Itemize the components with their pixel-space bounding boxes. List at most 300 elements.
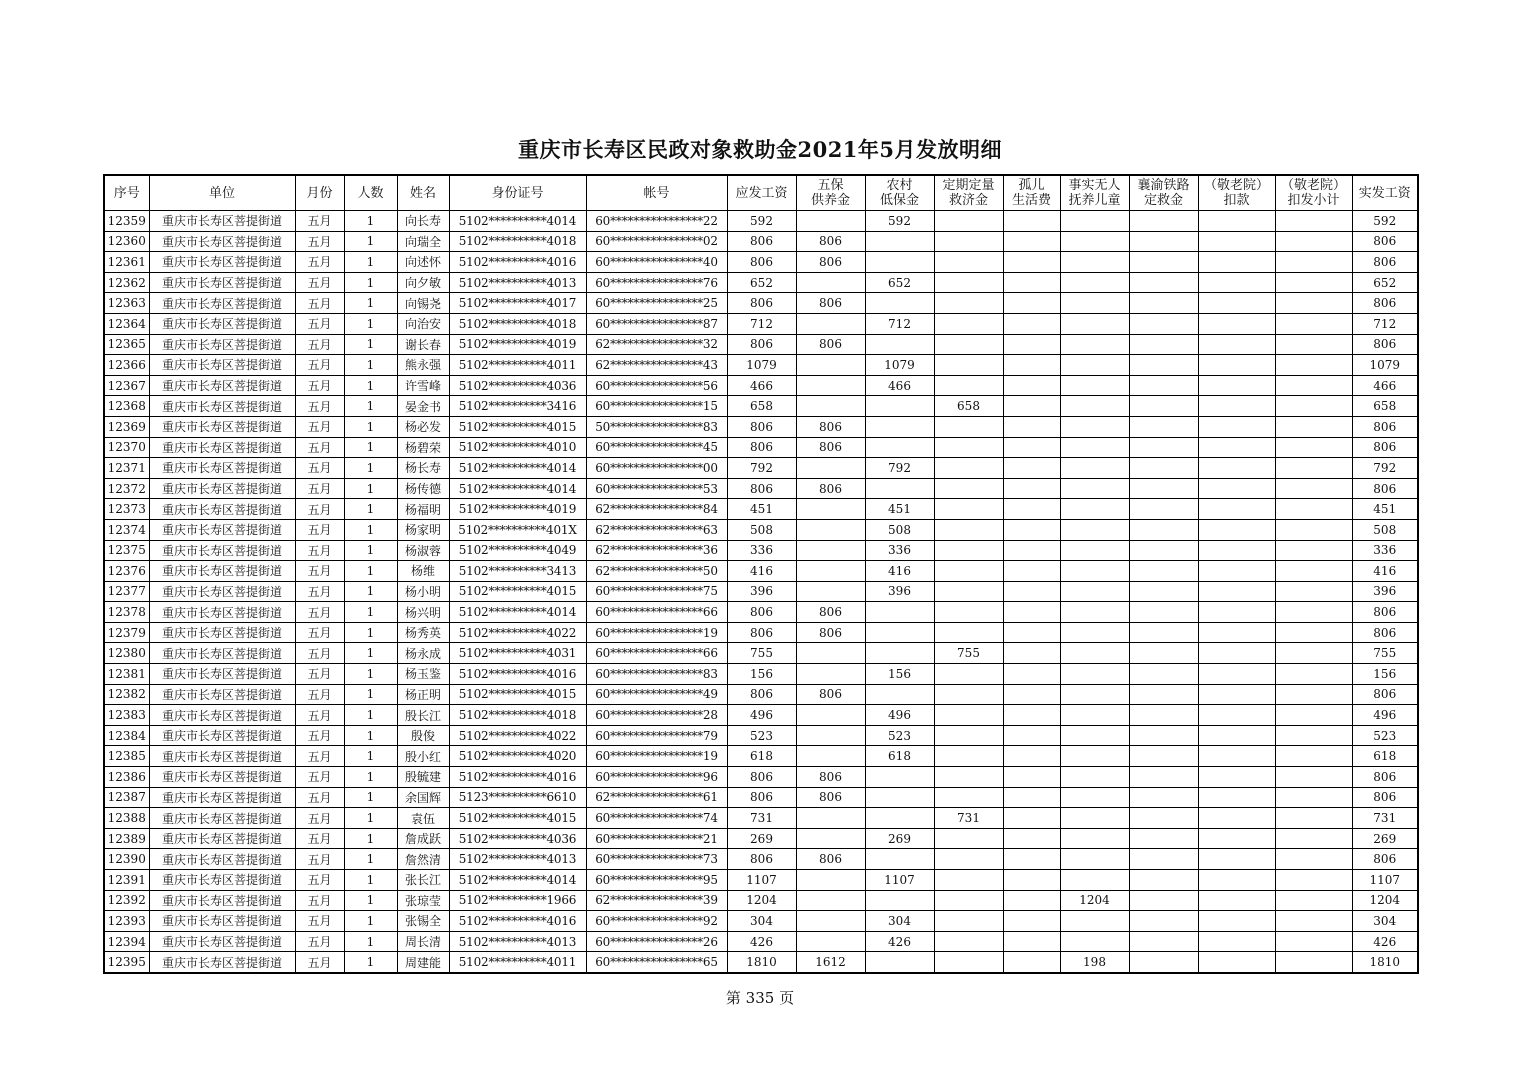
cell-col-count: 1: [344, 870, 397, 891]
cell-col-net-pay: 806: [1352, 478, 1418, 499]
cell-col-nursing-subtotal: [1275, 458, 1352, 479]
cell-col-unattended-child: [1060, 911, 1129, 932]
cell-col-unit: 重庆市长寿区菩提街道: [149, 396, 295, 417]
cell-col-fixed-relief: [934, 519, 1003, 540]
cell-col-five-guarantee: 806: [796, 767, 865, 788]
cell-col-unattended-child: [1060, 705, 1129, 726]
cell-col-unit: 重庆市长寿区菩提街道: [149, 437, 295, 458]
cell-col-id-number: 5102**********4015: [449, 581, 586, 602]
cell-col-unit: 重庆市长寿区菩提街道: [149, 870, 295, 891]
header-col-name: 姓名: [397, 175, 449, 211]
cell-col-orphan-living: [1003, 396, 1060, 417]
cell-col-net-pay: 336: [1352, 540, 1418, 561]
header-col-fixed-relief: 定期定量 救济金: [934, 175, 1003, 211]
cell-col-orphan-living: [1003, 746, 1060, 767]
cell-col-payable: 269: [727, 828, 796, 849]
cell-col-orphan-living: [1003, 499, 1060, 520]
cell-col-month: 五月: [295, 211, 344, 232]
cell-col-net-pay: 806: [1352, 252, 1418, 273]
cell-col-fixed-relief: [934, 540, 1003, 561]
cell-col-fixed-relief: [934, 499, 1003, 520]
cell-col-seq: 12384: [104, 725, 149, 746]
cell-col-month: 五月: [295, 396, 344, 417]
cell-col-five-guarantee: 806: [796, 684, 865, 705]
cell-col-nursing-subtotal: [1275, 375, 1352, 396]
cell-col-net-pay: 592: [1352, 211, 1418, 232]
cell-col-name: 杨永成: [397, 643, 449, 664]
cell-col-railway-relief: [1129, 334, 1198, 355]
cell-col-account: 60****************22: [586, 211, 727, 232]
cell-col-month: 五月: [295, 746, 344, 767]
cell-col-account: 62****************36: [586, 540, 727, 561]
cell-col-railway-relief: [1129, 458, 1198, 479]
cell-col-railway-relief: [1129, 519, 1198, 540]
cell-col-account: 60****************96: [586, 767, 727, 788]
cell-col-id-number: 5102**********401X: [449, 519, 586, 540]
cell-col-railway-relief: [1129, 540, 1198, 561]
cell-col-nursing-deduction: [1198, 499, 1275, 520]
cell-col-nursing-deduction: [1198, 931, 1275, 952]
cell-col-orphan-living: [1003, 705, 1060, 726]
cell-col-unattended-child: [1060, 313, 1129, 334]
cell-col-account: 60****************92: [586, 911, 727, 932]
header-col-payable: 应发工资: [727, 175, 796, 211]
cell-col-five-guarantee: 806: [796, 787, 865, 808]
cell-col-seq: 12369: [104, 416, 149, 437]
cell-col-month: 五月: [295, 787, 344, 808]
table-row: [104, 416, 1418, 437]
cell-col-nursing-subtotal: [1275, 355, 1352, 376]
cell-col-nursing-subtotal: [1275, 808, 1352, 829]
cell-col-orphan-living: [1003, 375, 1060, 396]
cell-col-seq: 12368: [104, 396, 149, 417]
cell-col-id-number: 5102**********4016: [449, 664, 586, 685]
cell-col-net-pay: 1810: [1352, 952, 1418, 973]
cell-col-fixed-relief: [934, 334, 1003, 355]
cell-col-rural-min-living: [865, 952, 934, 973]
cell-col-id-number: 5102**********4016: [449, 767, 586, 788]
cell-col-net-pay: 806: [1352, 416, 1418, 437]
cell-col-nursing-subtotal: [1275, 561, 1352, 582]
cell-col-account: 60****************49: [586, 684, 727, 705]
cell-col-unattended-child: 1204: [1060, 890, 1129, 911]
cell-col-five-guarantee: [796, 211, 865, 232]
cell-col-payable: 806: [727, 684, 796, 705]
cell-col-payable: 806: [727, 478, 796, 499]
cell-col-account: 60****************56: [586, 375, 727, 396]
cell-col-month: 五月: [295, 293, 344, 314]
cell-col-orphan-living: [1003, 272, 1060, 293]
header-col-count: 人数: [344, 175, 397, 211]
cell-col-payable: 508: [727, 519, 796, 540]
cell-col-fixed-relief: [934, 664, 1003, 685]
cell-col-unattended-child: [1060, 211, 1129, 232]
cell-col-seq: 12388: [104, 808, 149, 829]
cell-col-unattended-child: [1060, 458, 1129, 479]
cell-col-five-guarantee: 806: [796, 849, 865, 870]
cell-col-count: 1: [344, 211, 397, 232]
cell-col-unit: 重庆市长寿区菩提街道: [149, 643, 295, 664]
cell-col-unattended-child: [1060, 355, 1129, 376]
table-row: [104, 272, 1418, 293]
cell-col-seq: 12371: [104, 458, 149, 479]
cell-col-nursing-deduction: [1198, 313, 1275, 334]
cell-col-id-number: 5102**********4019: [449, 499, 586, 520]
cell-col-month: 五月: [295, 334, 344, 355]
cell-col-five-guarantee: [796, 313, 865, 334]
table-row: [104, 870, 1418, 891]
cell-col-id-number: 5102**********4010: [449, 437, 586, 458]
cell-col-nursing-deduction: [1198, 519, 1275, 540]
cell-col-name: 谢长春: [397, 334, 449, 355]
cell-col-id-number: 5102**********4018: [449, 313, 586, 334]
cell-col-count: 1: [344, 643, 397, 664]
cell-col-orphan-living: [1003, 334, 1060, 355]
cell-col-unit: 重庆市长寿区菩提街道: [149, 828, 295, 849]
cell-col-orphan-living: [1003, 828, 1060, 849]
cell-col-month: 五月: [295, 355, 344, 376]
cell-col-railway-relief: [1129, 293, 1198, 314]
cell-col-nursing-deduction: [1198, 890, 1275, 911]
cell-col-rural-min-living: 466: [865, 375, 934, 396]
cell-col-rural-min-living: 1079: [865, 355, 934, 376]
cell-col-railway-relief: [1129, 725, 1198, 746]
cell-col-unattended-child: 198: [1060, 952, 1129, 973]
cell-col-account: 60****************73: [586, 849, 727, 870]
cell-col-seq: 12377: [104, 581, 149, 602]
cell-col-net-pay: 1204: [1352, 890, 1418, 911]
cell-col-nursing-deduction: [1198, 581, 1275, 602]
cell-col-unit: 重庆市长寿区菩提街道: [149, 664, 295, 685]
cell-col-payable: 396: [727, 581, 796, 602]
cell-col-orphan-living: [1003, 211, 1060, 232]
table-row: [104, 828, 1418, 849]
cell-col-net-pay: 1107: [1352, 870, 1418, 891]
cell-col-id-number: 5102**********4018: [449, 231, 586, 252]
cell-col-seq: 12386: [104, 767, 149, 788]
cell-col-unattended-child: [1060, 540, 1129, 561]
cell-col-rural-min-living: 304: [865, 911, 934, 932]
cell-col-rural-min-living: [865, 787, 934, 808]
cell-col-month: 五月: [295, 725, 344, 746]
cell-col-nursing-deduction: [1198, 416, 1275, 437]
cell-col-rural-min-living: [865, 478, 934, 499]
cell-col-account: 60****************95: [586, 870, 727, 891]
cell-col-unattended-child: [1060, 478, 1129, 499]
cell-col-month: 五月: [295, 808, 344, 829]
cell-col-payable: 1107: [727, 870, 796, 891]
cell-col-railway-relief: [1129, 416, 1198, 437]
cell-col-nursing-deduction: [1198, 787, 1275, 808]
cell-col-fixed-relief: [934, 952, 1003, 973]
cell-col-nursing-subtotal: [1275, 211, 1352, 232]
cell-col-railway-relief: [1129, 664, 1198, 685]
cell-col-unit: 重庆市长寿区菩提街道: [149, 458, 295, 479]
table-row: [104, 622, 1418, 643]
cell-col-rural-min-living: [865, 416, 934, 437]
cell-col-unit: 重庆市长寿区菩提街道: [149, 767, 295, 788]
cell-col-nursing-subtotal: [1275, 231, 1352, 252]
cell-col-unattended-child: [1060, 746, 1129, 767]
table-row: [104, 725, 1418, 746]
cell-col-unattended-child: [1060, 396, 1129, 417]
cell-col-rural-min-living: [865, 767, 934, 788]
cell-col-railway-relief: [1129, 767, 1198, 788]
cell-col-fixed-relief: [934, 890, 1003, 911]
cell-col-nursing-deduction: [1198, 725, 1275, 746]
cell-col-nursing-deduction: [1198, 684, 1275, 705]
cell-col-nursing-subtotal: [1275, 767, 1352, 788]
cell-col-count: 1: [344, 622, 397, 643]
cell-col-id-number: 5102**********4015: [449, 684, 586, 705]
cell-col-account: 60****************83: [586, 664, 727, 685]
cell-col-account: 62****************50: [586, 561, 727, 582]
cell-col-payable: 806: [727, 787, 796, 808]
cell-col-count: 1: [344, 581, 397, 602]
cell-col-orphan-living: [1003, 952, 1060, 973]
cell-col-net-pay: 712: [1352, 313, 1418, 334]
cell-col-unit: 重庆市长寿区菩提街道: [149, 581, 295, 602]
cell-col-nursing-deduction: [1198, 849, 1275, 870]
cell-col-net-pay: 806: [1352, 684, 1418, 705]
cell-col-name: 张琼莹: [397, 890, 449, 911]
cell-col-name: 向治安: [397, 313, 449, 334]
cell-col-unit: 重庆市长寿区菩提街道: [149, 355, 295, 376]
cell-col-account: 60****************21: [586, 828, 727, 849]
cell-col-name: 周建能: [397, 952, 449, 973]
cell-col-rural-min-living: 523: [865, 725, 934, 746]
cell-col-unit: 重庆市长寿区菩提街道: [149, 911, 295, 932]
table-row: [104, 664, 1418, 685]
cell-col-rural-min-living: 269: [865, 828, 934, 849]
cell-col-account: 60****************15: [586, 396, 727, 417]
cell-col-orphan-living: [1003, 808, 1060, 829]
cell-col-count: 1: [344, 767, 397, 788]
cell-col-nursing-subtotal: [1275, 437, 1352, 458]
cell-col-name: 詹成跃: [397, 828, 449, 849]
cell-col-five-guarantee: [796, 911, 865, 932]
cell-col-count: 1: [344, 478, 397, 499]
cell-col-payable: 806: [727, 602, 796, 623]
cell-col-rural-min-living: [865, 890, 934, 911]
cell-col-railway-relief: [1129, 643, 1198, 664]
cell-col-unattended-child: [1060, 725, 1129, 746]
cell-col-id-number: 5102**********4018: [449, 705, 586, 726]
cell-col-payable: 806: [727, 622, 796, 643]
cell-col-account: 60****************26: [586, 931, 727, 952]
cell-col-account: 62****************63: [586, 519, 727, 540]
cell-col-count: 1: [344, 231, 397, 252]
cell-col-nursing-subtotal: [1275, 787, 1352, 808]
cell-col-five-guarantee: [796, 355, 865, 376]
cell-col-five-guarantee: [796, 272, 865, 293]
cell-col-payable: 806: [727, 293, 796, 314]
cell-col-net-pay: 304: [1352, 911, 1418, 932]
cell-col-name: 杨传德: [397, 478, 449, 499]
cell-col-account: 62****************61: [586, 787, 727, 808]
cell-col-orphan-living: [1003, 252, 1060, 273]
cell-col-orphan-living: [1003, 684, 1060, 705]
cell-col-count: 1: [344, 725, 397, 746]
cell-col-rural-min-living: [865, 334, 934, 355]
cell-col-net-pay: 156: [1352, 664, 1418, 685]
cell-col-unattended-child: [1060, 684, 1129, 705]
cell-col-month: 五月: [295, 664, 344, 685]
cell-col-account: 62****************39: [586, 890, 727, 911]
cell-col-seq: 12367: [104, 375, 149, 396]
cell-col-name: 杨淑蓉: [397, 540, 449, 561]
cell-col-id-number: 5102**********4022: [449, 622, 586, 643]
cell-col-railway-relief: [1129, 808, 1198, 829]
cell-col-unit: 重庆市长寿区菩提街道: [149, 519, 295, 540]
cell-col-payable: 1204: [727, 890, 796, 911]
cell-col-name: 向瑞全: [397, 231, 449, 252]
cell-col-net-pay: 426: [1352, 931, 1418, 952]
cell-col-orphan-living: [1003, 416, 1060, 437]
cell-col-fixed-relief: [934, 458, 1003, 479]
cell-col-net-pay: 466: [1352, 375, 1418, 396]
cell-col-orphan-living: [1003, 664, 1060, 685]
cell-col-rural-min-living: 508: [865, 519, 934, 540]
table-row: [104, 313, 1418, 334]
cell-col-unit: 重庆市长寿区菩提街道: [149, 622, 295, 643]
cell-col-rural-min-living: 396: [865, 581, 934, 602]
cell-col-id-number: 5102**********4016: [449, 911, 586, 932]
cell-col-fixed-relief: [934, 561, 1003, 582]
table-row: [104, 602, 1418, 623]
cell-col-name: 杨长寿: [397, 458, 449, 479]
cell-col-fixed-relief: [934, 416, 1003, 437]
cell-col-name: 周长清: [397, 931, 449, 952]
cell-col-nursing-subtotal: [1275, 396, 1352, 417]
cell-col-rural-min-living: 652: [865, 272, 934, 293]
cell-col-unattended-child: [1060, 581, 1129, 602]
cell-col-month: 五月: [295, 375, 344, 396]
cell-col-seq: 12380: [104, 643, 149, 664]
cell-col-count: 1: [344, 705, 397, 726]
cell-col-net-pay: 269: [1352, 828, 1418, 849]
table-row: [104, 849, 1418, 870]
cell-col-five-guarantee: [796, 499, 865, 520]
cell-col-month: 五月: [295, 890, 344, 911]
cell-col-seq: 12361: [104, 252, 149, 273]
cell-col-unattended-child: [1060, 519, 1129, 540]
cell-col-id-number: 5102**********4036: [449, 375, 586, 396]
cell-col-unattended-child: [1060, 437, 1129, 458]
cell-col-account: 60****************76: [586, 272, 727, 293]
cell-col-id-number: 5102**********4014: [449, 478, 586, 499]
cell-col-count: 1: [344, 664, 397, 685]
cell-col-nursing-deduction: [1198, 375, 1275, 396]
cell-col-nursing-deduction: [1198, 561, 1275, 582]
cell-col-unit: 重庆市长寿区菩提街道: [149, 602, 295, 623]
cell-col-unattended-child: [1060, 602, 1129, 623]
cell-col-count: 1: [344, 519, 397, 540]
cell-col-seq: 12372: [104, 478, 149, 499]
cell-col-count: 1: [344, 458, 397, 479]
cell-col-nursing-subtotal: [1275, 602, 1352, 623]
cell-col-seq: 12379: [104, 622, 149, 643]
cell-col-nursing-deduction: [1198, 231, 1275, 252]
cell-col-unit: 重庆市长寿区菩提街道: [149, 684, 295, 705]
cell-col-count: 1: [344, 808, 397, 829]
cell-col-nursing-deduction: [1198, 705, 1275, 726]
cell-col-count: 1: [344, 890, 397, 911]
cell-col-unit: 重庆市长寿区菩提街道: [149, 293, 295, 314]
cell-col-unit: 重庆市长寿区菩提街道: [149, 499, 295, 520]
cell-col-id-number: 5102**********4013: [449, 849, 586, 870]
cell-col-count: 1: [344, 602, 397, 623]
cell-col-nursing-deduction: [1198, 293, 1275, 314]
cell-col-name: 张长江: [397, 870, 449, 891]
header-col-unattended-child: 事实无人 抚养儿童: [1060, 175, 1129, 211]
cell-col-month: 五月: [295, 952, 344, 973]
cell-col-nursing-deduction: [1198, 355, 1275, 376]
cell-col-orphan-living: [1003, 725, 1060, 746]
cell-col-net-pay: 658: [1352, 396, 1418, 417]
cell-col-railway-relief: [1129, 828, 1198, 849]
cell-col-net-pay: 755: [1352, 643, 1418, 664]
cell-col-payable: 304: [727, 911, 796, 932]
cell-col-five-guarantee: 806: [796, 416, 865, 437]
cell-col-count: 1: [344, 313, 397, 334]
cell-col-payable: 592: [727, 211, 796, 232]
cell-col-id-number: 5102**********4022: [449, 725, 586, 746]
cell-col-railway-relief: [1129, 375, 1198, 396]
table-row: [104, 334, 1418, 355]
cell-col-month: 五月: [295, 870, 344, 891]
cell-col-railway-relief: [1129, 952, 1198, 973]
cell-col-nursing-subtotal: [1275, 313, 1352, 334]
cell-col-name: 杨玉鉴: [397, 664, 449, 685]
cell-col-id-number: 5102**********4014: [449, 458, 586, 479]
cell-col-rural-min-living: 618: [865, 746, 934, 767]
header-col-net-pay: 实发工资: [1352, 175, 1418, 211]
cell-col-payable: 806: [727, 416, 796, 437]
cell-col-account: 60****************53: [586, 478, 727, 499]
cell-col-five-guarantee: [796, 705, 865, 726]
cell-col-net-pay: 806: [1352, 437, 1418, 458]
cell-col-name: 熊永强: [397, 355, 449, 376]
cell-col-fixed-relief: [934, 705, 1003, 726]
cell-col-nursing-subtotal: [1275, 272, 1352, 293]
table-row: [104, 355, 1418, 376]
cell-col-unattended-child: [1060, 622, 1129, 643]
cell-col-payable: 731: [727, 808, 796, 829]
cell-col-nursing-deduction: [1198, 643, 1275, 664]
table-row: [104, 890, 1418, 911]
cell-col-seq: 12381: [104, 664, 149, 685]
cell-col-account: 60****************25: [586, 293, 727, 314]
cell-col-fixed-relief: [934, 437, 1003, 458]
cell-col-id-number: 5102**********4015: [449, 808, 586, 829]
cell-col-account: 60****************02: [586, 231, 727, 252]
table-row: [104, 952, 1418, 973]
cell-col-month: 五月: [295, 540, 344, 561]
cell-col-net-pay: 451: [1352, 499, 1418, 520]
cell-col-month: 五月: [295, 458, 344, 479]
cell-col-unattended-child: [1060, 252, 1129, 273]
cell-col-unit: 重庆市长寿区菩提街道: [149, 931, 295, 952]
cell-col-nursing-subtotal: [1275, 890, 1352, 911]
cell-col-count: 1: [344, 355, 397, 376]
cell-col-fixed-relief: [934, 581, 1003, 602]
cell-col-rural-min-living: [865, 808, 934, 829]
table-row: [104, 684, 1418, 705]
cell-col-account: 50****************83: [586, 416, 727, 437]
cell-col-seq: 12383: [104, 705, 149, 726]
cell-col-fixed-relief: [934, 355, 1003, 376]
